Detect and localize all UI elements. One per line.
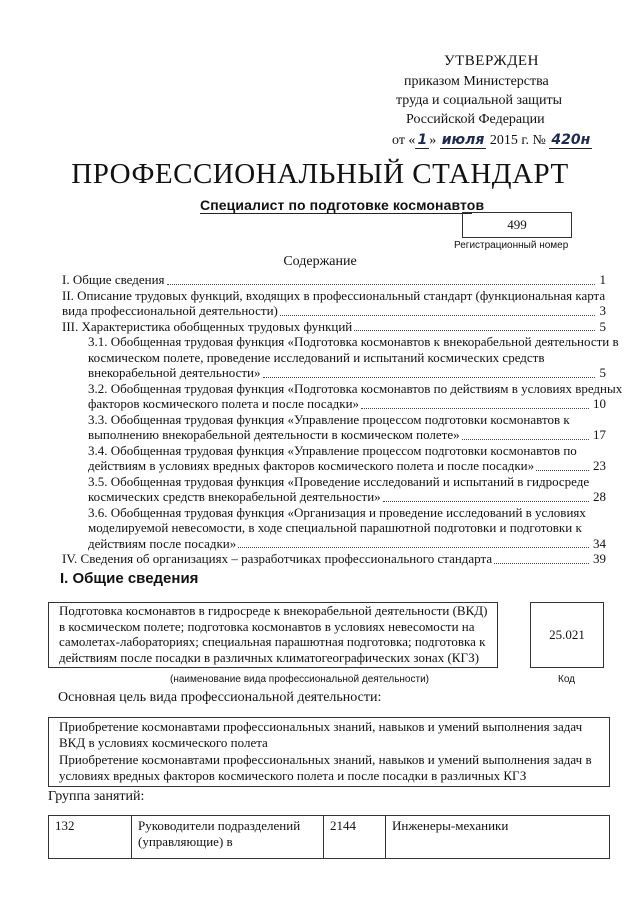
toc-page-number: 3 [599,303,606,318]
toc-entry-text: 3.4. Обобщенная трудовая функция «Управление процессом подготовки космонавтов по [88,442,577,458]
toc-entry-line [62,319,606,335]
toc-entry-text: выполнению внекорабельной деятельности в космическом полете» [88,427,460,442]
activity-name-text [59,603,489,665]
handwritten-month: июля [441,132,485,148]
toc-leader-dots [238,547,589,548]
group-code-cell: 2144 [323,816,385,858]
toc-leader-dots [536,470,589,471]
toc-page-number: 1 [599,272,606,287]
group-code-cell: 132 [55,818,75,833]
occupation-group-heading: Группа занятий: [48,789,145,804]
toc-entry-line [88,505,606,521]
toc-entry-text: действиям в условиях вредных факторов космического полета и после посадки» [88,458,535,473]
toc-leader-dots [280,315,595,316]
toc-leader-dots [354,330,595,331]
toc-entry-line [88,365,606,381]
activity-name-caption: (наименование вида профессиональной деятельности) [170,674,429,685]
toc-entry-line [88,380,623,397]
toc-entry-line [88,350,606,366]
approval-date-line [392,131,592,150]
occupation-group-table [48,815,610,859]
group-name-line: Руководители подразделений [138,818,301,833]
toc-entry-text: внекорабельной деятельности» [88,365,261,380]
toc-entry-line [88,427,606,443]
toc-entry-line [62,272,606,288]
activity-line: Подготовка космонавтов в гидросреде к внекорабельной деятельности (ВКД) [59,603,488,618]
toc-entry-text: 3.3. Обобщенная трудовая функция «Управление процессом подготовки космонавтов к [88,411,570,427]
approval-line: Российской Федерации [406,112,545,127]
toc-entry-text: II. Описание трудовых функций, входящих в профессиональный стандарт (функциональная карта [62,287,606,303]
registration-number-box: 499 [462,212,572,238]
approval-line: приказом Министерства [404,74,549,89]
code-caption: Код [558,674,576,685]
toc-entry-text: III. Характеристика обобщенных трудовых функций [62,318,353,334]
toc-entry-line [88,489,606,505]
activity-line: самолетах-лабораториях; специальная парашютная подготовка; подготовка к [59,634,486,650]
toc-entry-text: моделируемой невесомости, в ходе специальной парашютной подготовки и подготовки к [88,520,582,535]
toc-entry-line [88,474,606,490]
activity-line: действиям после посадки в различных климатогеографических зонах (КГЗ) [59,649,480,665]
toc-page-number: 10 [593,396,606,411]
toc-page-number: 17 [593,427,606,442]
toc-leader-dots [263,377,595,378]
group-name-cell [131,816,323,858]
registration-number-label: Регистрационный номер [454,240,569,251]
document-title: ПРОФЕССИОНАЛЬНЫЙ СТАНДАРТ [71,158,569,190]
toc-entry-line [88,443,606,459]
activity-code-box: 25.021 [530,602,604,668]
goal-line: Приобретение космонавтами профессиональных знаний, навыков и умений выполнения задач в [59,752,592,767]
group-name-cell: Инженеры-механики [385,816,609,858]
handwritten-number: 420н [551,132,591,148]
toc-entry-text: 3.5. Обобщенная трудовая функция «Проведение исследований и испытаний в гидросреде [88,473,590,489]
toc-page-number: 39 [593,551,606,566]
toc-leader-dots [494,563,589,564]
toc-entry-line [62,303,606,319]
subtitle-underline [200,213,472,214]
activity-name-box [48,602,498,668]
toc-entry-line [88,520,606,536]
date-mid: » [429,133,437,148]
date-year: 2015 г. № [489,133,546,148]
toc-entry-text: IV. Сведения об организациях – разработчиках профессионального стандарта [62,551,493,566]
standard-name: Специалист по подготовке космонавтов [200,197,485,213]
approval-line: труда и социальной защиты [396,93,562,108]
toc-entry-line [88,536,606,552]
goal-line: ВКД в условиях космического полета [59,735,268,750]
toc-entry-line [88,396,606,412]
toc-entry-text: действиям после посадки» [88,535,237,551]
toc-entry-text: вида профессиональной деятельности) [62,303,278,318]
goal-line: условиях вредных факторов космического полета и после посадки в различных КГЗ [59,768,527,783]
toc-entry-text: 3.2. Обобщенная трудовая функция «Подготовка космонавтов по действиям в условиях вредных [88,380,623,396]
handwritten-day: 1 [417,132,428,148]
toc-leader-dots [462,439,589,440]
toc-entry-text: факторов космического полета и после посадки» [88,396,360,411]
goal-line: Приобретение космонавтами профессиональных знаний, навыков и умений выполнения задач [59,719,583,734]
toc-entry-line [62,288,606,304]
toc-entry-text: 3.1. Обобщенная трудовая функция «Подготовка космонавтов к внекорабельной деятельности в [88,334,619,349]
goal-box [48,717,610,787]
date-prefix: от « [392,133,416,148]
toc-leader-dots [167,284,595,285]
toc-leader-dots [361,408,589,409]
toc-page-number: 23 [593,458,606,473]
toc-entry-text: космических средств внекорабельной деятельности» [88,489,381,504]
toc-entry-line [88,412,606,428]
approval-title: УТВЕРЖДЕН [444,53,539,69]
toc-entry-line [88,334,619,350]
activity-line: в космическом полете; подготовка космонавтов в условиях невесомости на [59,618,475,634]
toc-entry-line [88,458,606,474]
toc-page-number: 5 [599,365,606,380]
toc-entry-text: космическом полете, проведение исследований и испытаний космических средств [88,349,545,365]
section-heading: I. Общие сведения [60,570,199,587]
toc-entry-text: 3.6. Обобщенная трудовая функция «Организация и проведение исследований в условиях [88,504,586,520]
goal-heading: Основная цель вида профессиональной деятельности: [58,690,382,705]
group-name-line: (управляющие) в [138,834,233,849]
toc-page-number: 34 [593,535,606,551]
toc-page-number: 5 [599,318,606,334]
toc-entry-line [62,551,606,567]
toc-page-number: 28 [593,489,606,504]
toc-entry-text: I. Общие сведения [62,272,165,287]
toc-leader-dots [383,501,589,502]
contents-heading: Содержание [283,254,357,269]
